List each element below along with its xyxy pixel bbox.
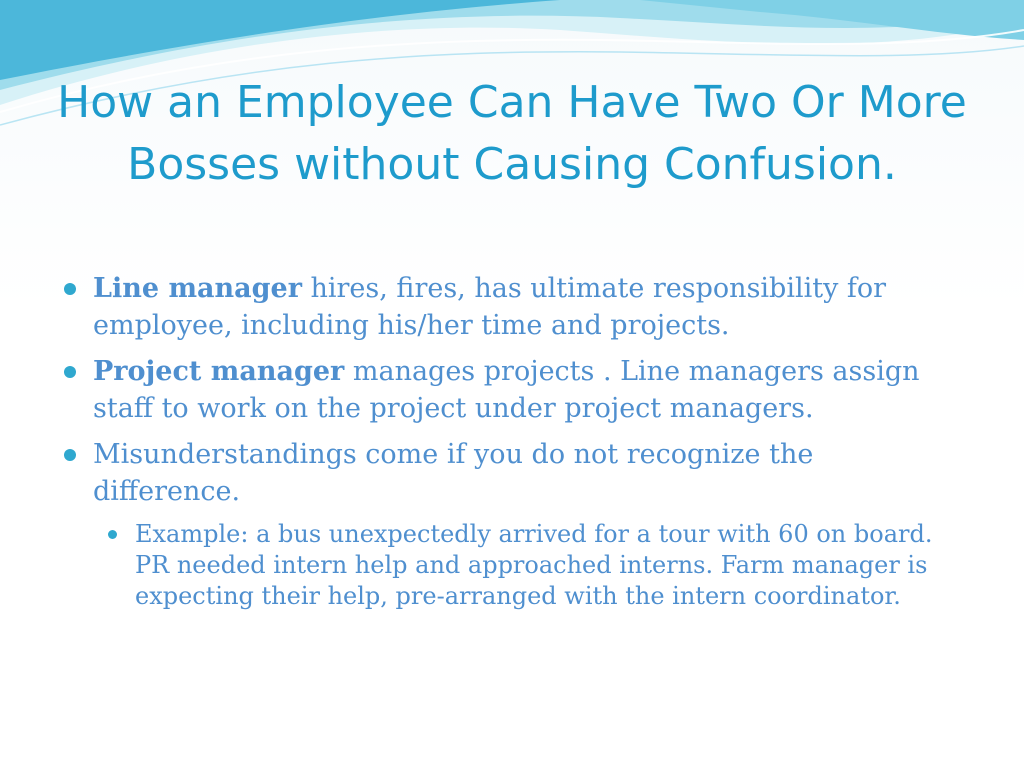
bullet-icon [64,366,76,378]
slide-title: How an Employee Can Have Two Or More Bosses without Causing Confusion. [57,77,967,190]
sub-bullet-icon [108,530,117,539]
bullet-text: Misunderstandings come if you do not recognize the difference. [93,439,814,507]
bullet-item-line-manager [60,270,960,344]
sub-bullet-example [60,519,960,612]
bullet-item-misunderstandings [60,436,960,510]
bullet-text: hires, fires, has ultimate responsibility for employee, including his/her time and projects. [93,273,887,341]
bullet-icon [64,283,76,295]
bullet-term: Project manager [93,356,345,387]
bullet-item-project-manager [60,353,960,427]
sub-bullet-text: Example: a bus unexpectedly arrived for a tour with 60 on board. PR needed intern help and approached interns. Farm manager is expecting their help, pre-arranged with the intern coordinator. [135,520,933,610]
bullet-text: manages projects . Line managers assign staff to work on the project under project managers. [93,356,920,424]
bullet-icon [64,449,76,461]
bullet-list [60,270,960,612]
bullet-term: Line manager [93,273,302,304]
